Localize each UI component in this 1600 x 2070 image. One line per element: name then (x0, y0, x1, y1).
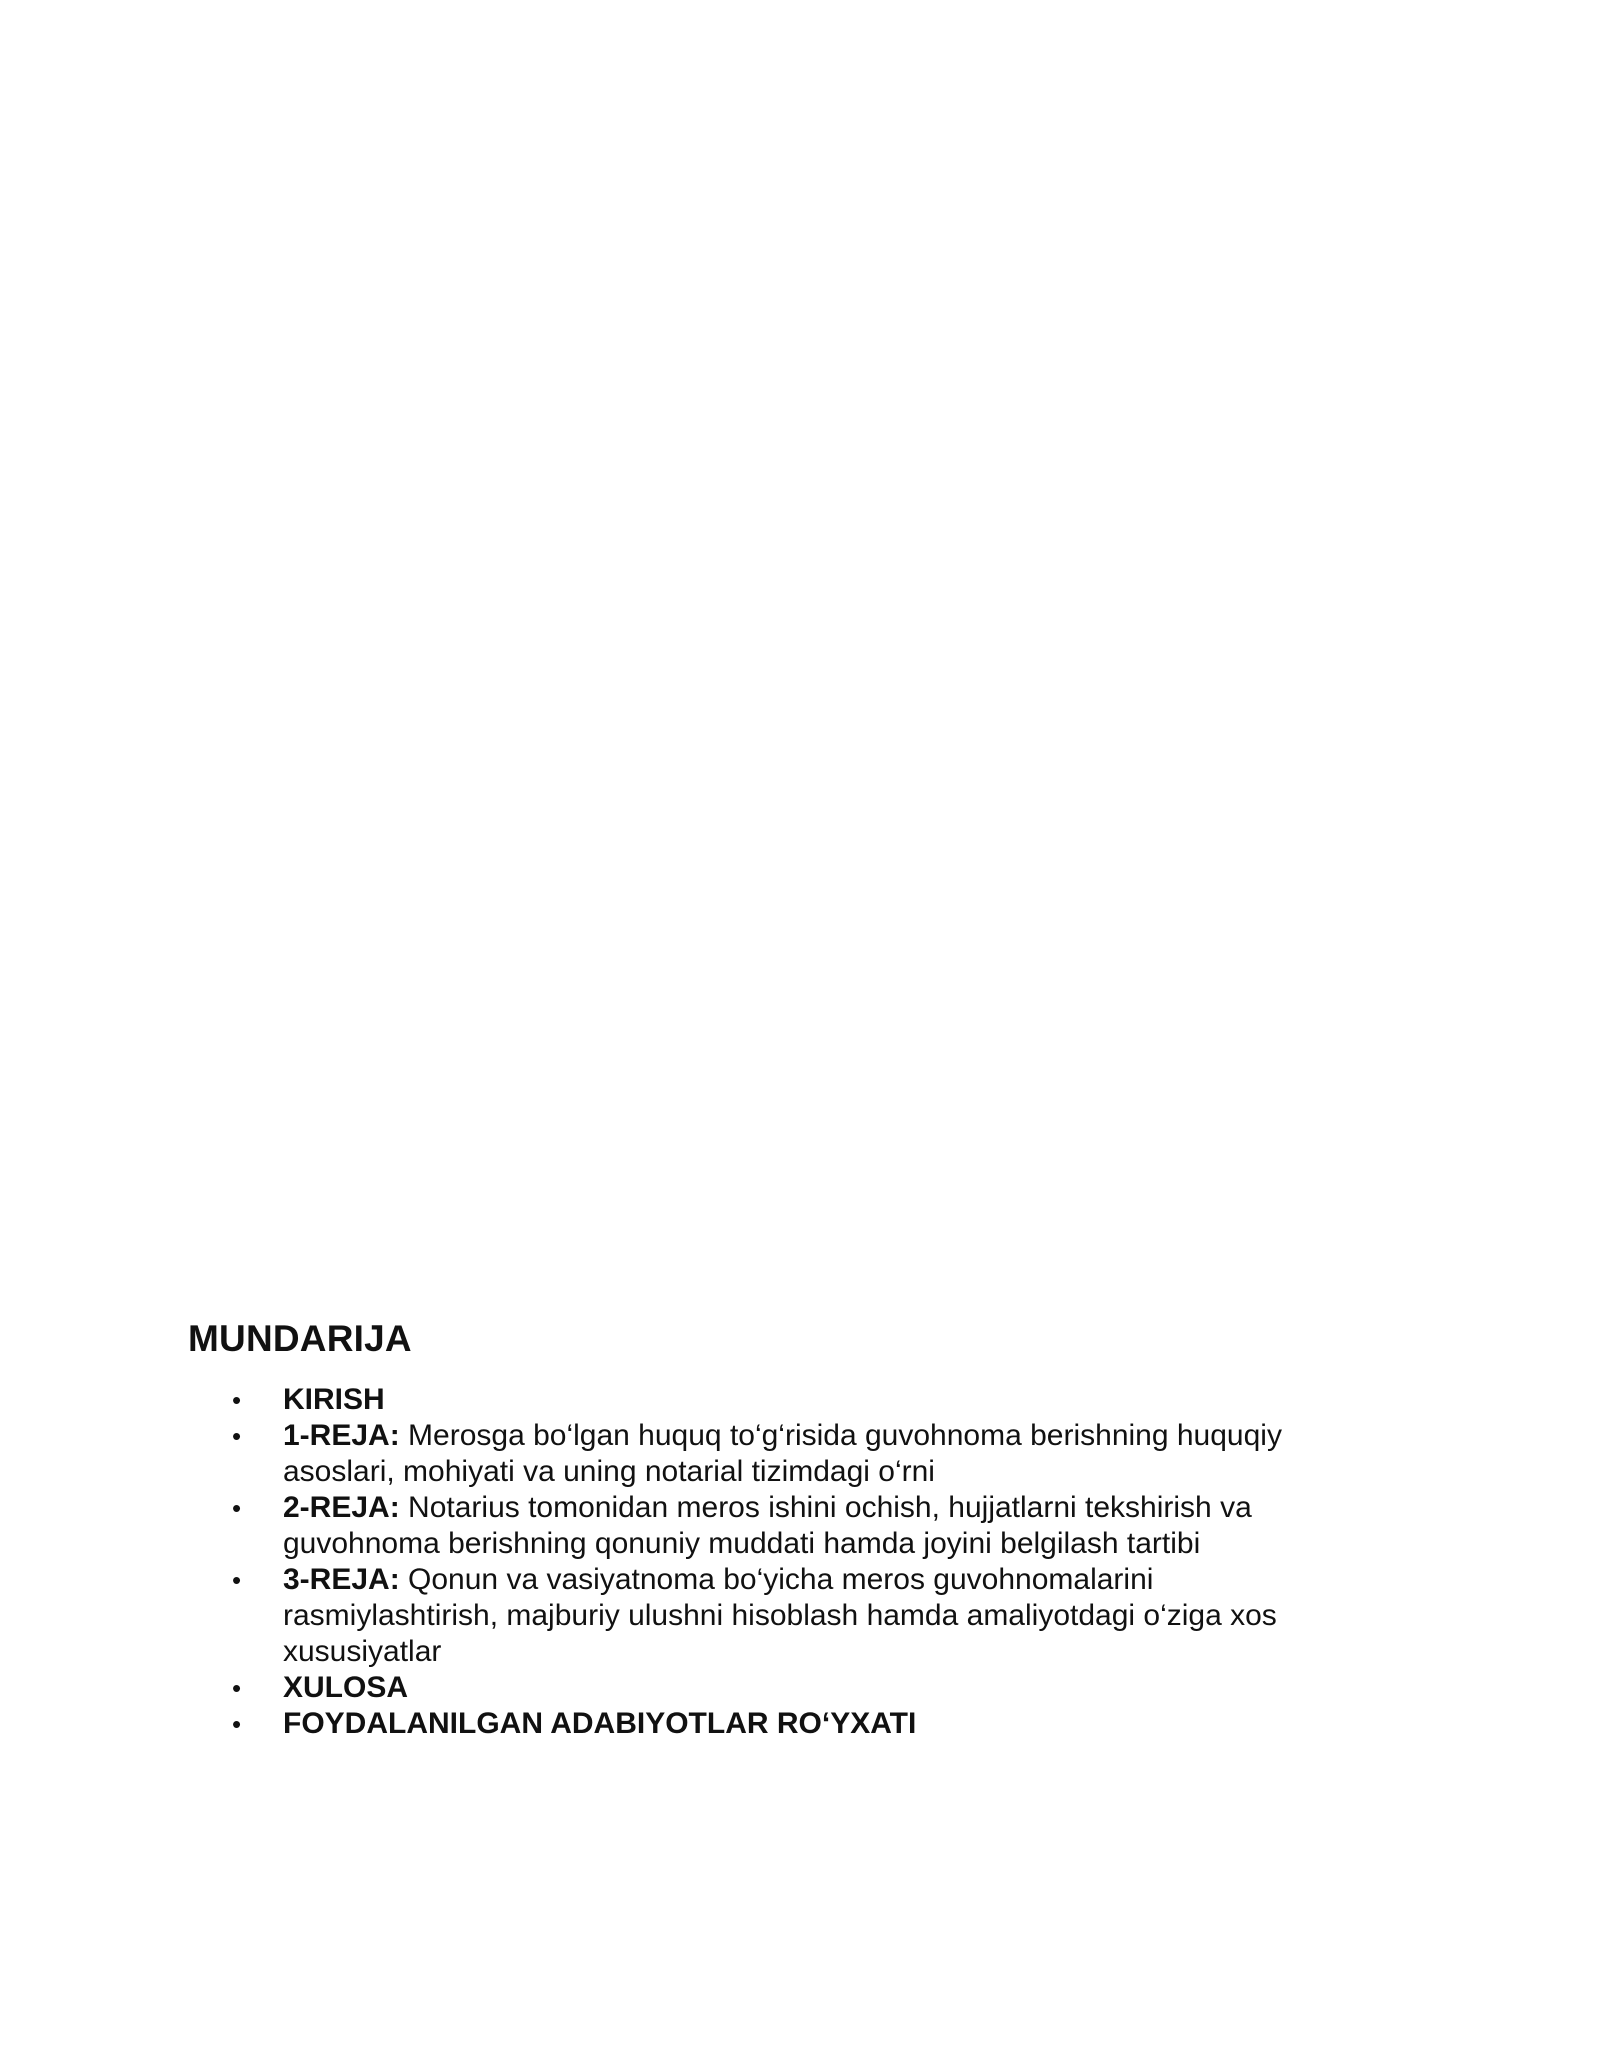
toc-item-text: FOYDALANILGAN ADABIYOTLAR RO‘YXATI (283, 1707, 917, 1740)
toc-item-reja-3 (188, 1562, 1368, 1670)
toc-list (188, 1382, 1368, 1742)
toc-item-xulosa (188, 1670, 1368, 1706)
toc-item-kirish (188, 1382, 1368, 1418)
toc-item-text: Qonun va vasiyatnoma bo‘yicha meros guvohnomalarini rasmiylashtirish, majburiy ulushni hisoblash hamda amaliyotdagi o‘ziga xos xususiyatlar (283, 1563, 1277, 1668)
toc-title: MUNDARIJA (188, 1318, 412, 1359)
toc-item-text: XULOSA (283, 1671, 409, 1704)
table-of-contents (188, 1318, 1368, 1742)
toc-item-text: Notarius tomonidan meros ishini ochish, hujjatlarni tekshirish va guvohnoma berishning qonuniy muddati hamda joyini belgilash tartibi (283, 1491, 1252, 1560)
toc-item-reja-2 (188, 1490, 1368, 1562)
toc-item-text: Merosga bo‘lgan huquq to‘g‘risida guvohnoma berishning huquqiy asoslari, mohiyati va uning notarial tizimdagi o‘rni (283, 1419, 1282, 1488)
toc-item-prefix: 3-REJA: (283, 1563, 400, 1596)
bullet-icon: • (232, 1385, 242, 1415)
toc-item-adabiyotlar (188, 1706, 1368, 1742)
bullet-icon: • (232, 1493, 242, 1523)
toc-item-reja-1 (188, 1418, 1368, 1490)
bullet-icon: • (232, 1709, 242, 1739)
bullet-icon: • (232, 1421, 242, 1451)
bullet-icon: • (232, 1565, 242, 1595)
bullet-icon: • (232, 1673, 242, 1703)
toc-item-prefix: 2-REJA: (283, 1491, 400, 1524)
toc-item-text: KIRISH (283, 1383, 385, 1416)
toc-item-prefix: 1-REJA: (283, 1419, 400, 1452)
